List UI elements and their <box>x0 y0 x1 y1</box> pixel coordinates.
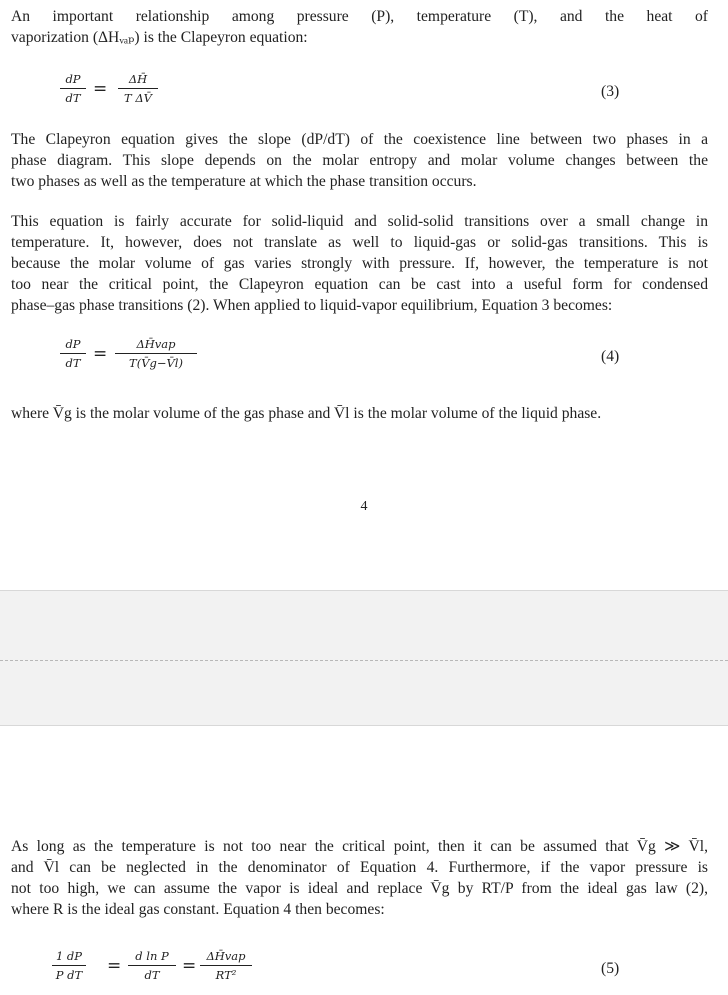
eq3-rhs-numerator: ΔH̄ <box>128 72 148 86</box>
text-line: not too high, we can assume the vapor is ideal and replace V̄g by RT/P from the ideal gas law (2), <box>11 880 708 897</box>
text-line: where R is the ideal gas constant. Equation 4 then becomes: <box>11 901 385 918</box>
text-line: As long as the temperature is not too near the critical point, then it can be assumed that V̄g ≫ V̄l, <box>11 838 708 855</box>
text-line: and V̄l can be neglected in the denominator of Equation 4. Furthermore, if the vapor pressure is <box>11 859 708 876</box>
eq5-a-numerator: 1 dP <box>55 949 83 963</box>
paragraph-molar-volumes <box>11 403 708 424</box>
text-line: too near the critical point, the Clapeyron equation can be cast into a useful form for condensed <box>11 276 708 293</box>
equation-number-5: (5) <box>601 960 620 977</box>
text-line: temperature. It, however, does not translate as well to liquid-gas or solid-gas transitions. This is <box>11 234 708 251</box>
eq3-lhs-numerator: dP <box>65 72 81 86</box>
text-line: phase–gas phase transitions (2). When applied to liquid-vapor equilibrium, Equation 3 becomes: <box>11 297 613 314</box>
text-line: because the molar volume of gas varies strongly with pressure. If, however, the temperature is not <box>11 255 708 272</box>
document-page-5: As long as the temperature is not too near the critical point, then it can be assumed that V̄g ≫ V̄l, and V̄l can be neglected in the denominator of Equation 4. Furthermore, if the vapor pressure is not too high, we can assume the vapor is ideal and replace V̄g by RT/P from the ideal gas law (2), where R is the ideal gas constant. Equation 4 then becomes: 1 dP P dT = d ln P dT = ΔH̄vap RT² (5) <box>0 726 728 995</box>
text-line: The Clapeyron equation gives the slope (dP/dT) of the coexistence line between two phases in a <box>11 131 708 148</box>
paragraph-clapeyron-intro <box>11 6 708 48</box>
text-line: phase diagram. This slope depends on the molar entropy and molar volume changes between the <box>11 152 708 169</box>
eq4-rhs-numerator: ΔH̄vap <box>136 337 176 351</box>
document-page-4: An important relationship among pressure (P), temperature (T), and the heat of vaporization (ΔHᵥₐₚ) is the Clapeyron equation: dP dT = ΔH̄ T ΔV̄ (3) The Clapeyron equation gives the slope (dP/dT) of the coexistence line between two phases in a phase diagram. This slope depends on the molar entropy and molar volume changes between the two phases as well as the temperature at which the phase transition occurs. This equation is fairly accurate for solid-liquid and solid-solid transitions over a small change in temperature. It, however, does not translate as well to liquid-gas or solid-gas transitions. This is because the molar volume of gas varies strongly with pressure. If, however, the temperature is not too near the critical point, the Clapeyron equation can be cast into a useful form for condensed phase–gas phase transitions (2). When applied to liquid-vapor equilibrium, Equation 3 becomes: dP dT = ΔH̄vap T(V̄g−V̄l) (4) where V̄g is the molar volume of the gas phase and V̄l is the molar volume of the liquid phase. 4 <box>0 0 728 590</box>
text-line: vaporization (ΔHᵥₐₚ) is the Clapeyron equation: <box>11 29 308 46</box>
eq5-c-denominator: RT² <box>215 968 237 982</box>
equation-number-3: (3) <box>601 83 620 100</box>
page-number: 4 <box>360 499 368 514</box>
eq5-a-denominator: P dT <box>55 968 83 982</box>
eq4-rhs-denominator: T(V̄g−V̄l) <box>129 356 183 370</box>
eq5-c-numerator: ΔH̄vap <box>206 949 246 963</box>
paragraph-ideal-gas <box>11 836 708 920</box>
page-break-divider <box>0 660 728 661</box>
text-line: where V̄g is the molar volume of the gas phase and V̄l is the molar volume of the liquid phase. <box>11 405 602 422</box>
text-line: two phases as well as the temperature at which the phase transition occurs. <box>11 173 477 190</box>
eq4-lhs-numerator: dP <box>65 337 81 351</box>
paragraph-slope <box>11 129 708 192</box>
equation-number-4: (4) <box>601 348 620 365</box>
page-gap <box>0 590 728 726</box>
eq4-lhs-denominator: dT <box>65 356 81 370</box>
text-line: An important relationship among pressure (P), temperature (T), and the heat of <box>11 8 708 25</box>
paragraph-accuracy <box>11 211 708 316</box>
eq3-lhs-denominator: dT <box>65 91 81 105</box>
text-line: This equation is fairly accurate for solid-liquid and solid-solid transitions over a small change in <box>11 213 708 230</box>
eq3-rhs-denominator: T ΔV̄ <box>124 91 152 105</box>
eq5-b-numerator: d ln P <box>135 949 169 963</box>
eq5-b-denominator: dT <box>144 968 160 982</box>
